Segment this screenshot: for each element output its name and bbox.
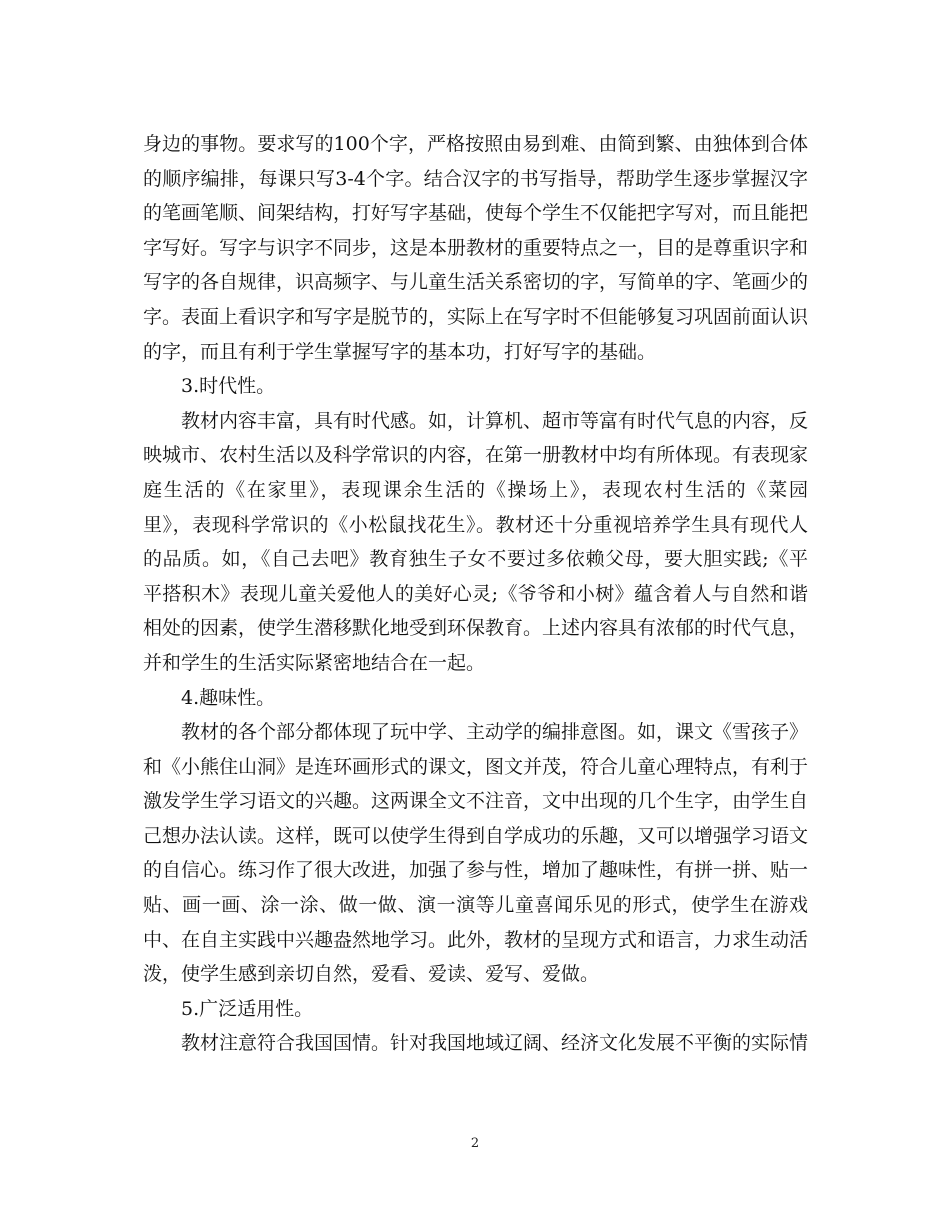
paragraph-first-line: 教材注意符合我国国情。针对我国地域辽阔、经济文化发展不平衡的实际情 xyxy=(181,1032,809,1055)
text-line: 庭生活的《在家里》，表现课余生活的《操场上》，表现农村生活的《菜园 xyxy=(143,478,808,501)
text-line: 字。表面上看识字和写字是脱节的，实际上在写字时不但能够复习巩固前面认识 xyxy=(143,305,809,328)
text-line: 映城市、农村生活以及科学常识的内容，在第一册教材中均有所体现。有表现家 xyxy=(143,444,809,467)
text-line: 相处的因素，使学生潜移默化地受到环保教育。上述内容具有浓郁的时代气息， xyxy=(143,617,809,640)
text-line: 和《小熊住山洞》是连环画形式的课文，图文并茂，符合儿童心理特点，有利于 xyxy=(143,755,809,778)
text-line: 字写好。写字与识字不同步，这是本册教材的重要特点之一，目的是尊重识字和 xyxy=(143,236,809,259)
text-line: 并和学生的生活实际紧密地结合在一起。 xyxy=(143,651,486,674)
page-number: 2 xyxy=(470,1136,480,1151)
text-line: 贴、画一画、涂一涂、做一做、演一演等儿童喜闻乐见的形式，使学生在游戏 xyxy=(143,894,808,917)
section-heading: 5.广泛适用性。 xyxy=(181,997,314,1020)
section-heading: 4.趣味性。 xyxy=(181,686,276,709)
text-line: 己想办法认读。这样，既可以使学生得到自学成功的乐趣，又可以增强学习语文 xyxy=(143,824,809,847)
text-line: 平搭积木》表现儿童关爱他人的美好心灵;《爷爷和小树》蕴含着人与自然和谐 xyxy=(143,582,808,605)
text-line: 身边的事物。要求写的100个字，严格按照由易到难、由简到繁、由独体到合体 xyxy=(143,133,808,155)
text-line: 的顺序编排，每课只写3-4个字。结合汉字的书写指导，帮助学生逐步掌握汉字 xyxy=(143,167,808,190)
text-line: 的品质。如，《自己去吧》教育独生子女不要过多依赖父母，要大胆实践;《平 xyxy=(143,548,808,571)
section-heading: 3.时代性。 xyxy=(181,375,276,398)
text-line: 写字的各自规律，识高频字、与儿童生活关系密切的字，写简单的字、笔画少的 xyxy=(143,271,809,294)
text-line: 激发学生学习语文的兴趣。这两课全文不注音，文中出现的几个生字，由学生自 xyxy=(143,790,809,813)
text-line: 的自信心。练习作了很大改进，加强了参与性，增加了趣味性，有拼一拼、贴一 xyxy=(143,859,809,882)
paragraph-first-line: 教材内容丰富，具有时代感。如，计算机、超市等富有时代气息的内容，反 xyxy=(181,409,809,432)
text-line: 的笔画笔顺、间架结构，打好写字基础，使每个学生不仅能把字写对，而且能把 xyxy=(143,202,809,225)
body-text xyxy=(143,127,808,1061)
text-line: 的字，而且有利于学生掌握写字的基本功，打好写字的基础。 xyxy=(143,340,657,363)
paragraph-first-line: 教材的各个部分都体现了玩中学、主动学的编排意图。如，课文《雪孩子》 xyxy=(181,721,809,744)
text-line: 泼，使学生感到亲切自然，爱看、爱读、爱写、爱做。 xyxy=(143,963,600,986)
text-line: 中、在自主实践中兴趣盎然地学习。此外，教材的呈现方式和语言，力求生动活 xyxy=(143,928,809,951)
text-line: 里》，表现科学常识的《小松鼠找花生》。教材还十分重视培养学生具有现代人 xyxy=(143,513,808,536)
